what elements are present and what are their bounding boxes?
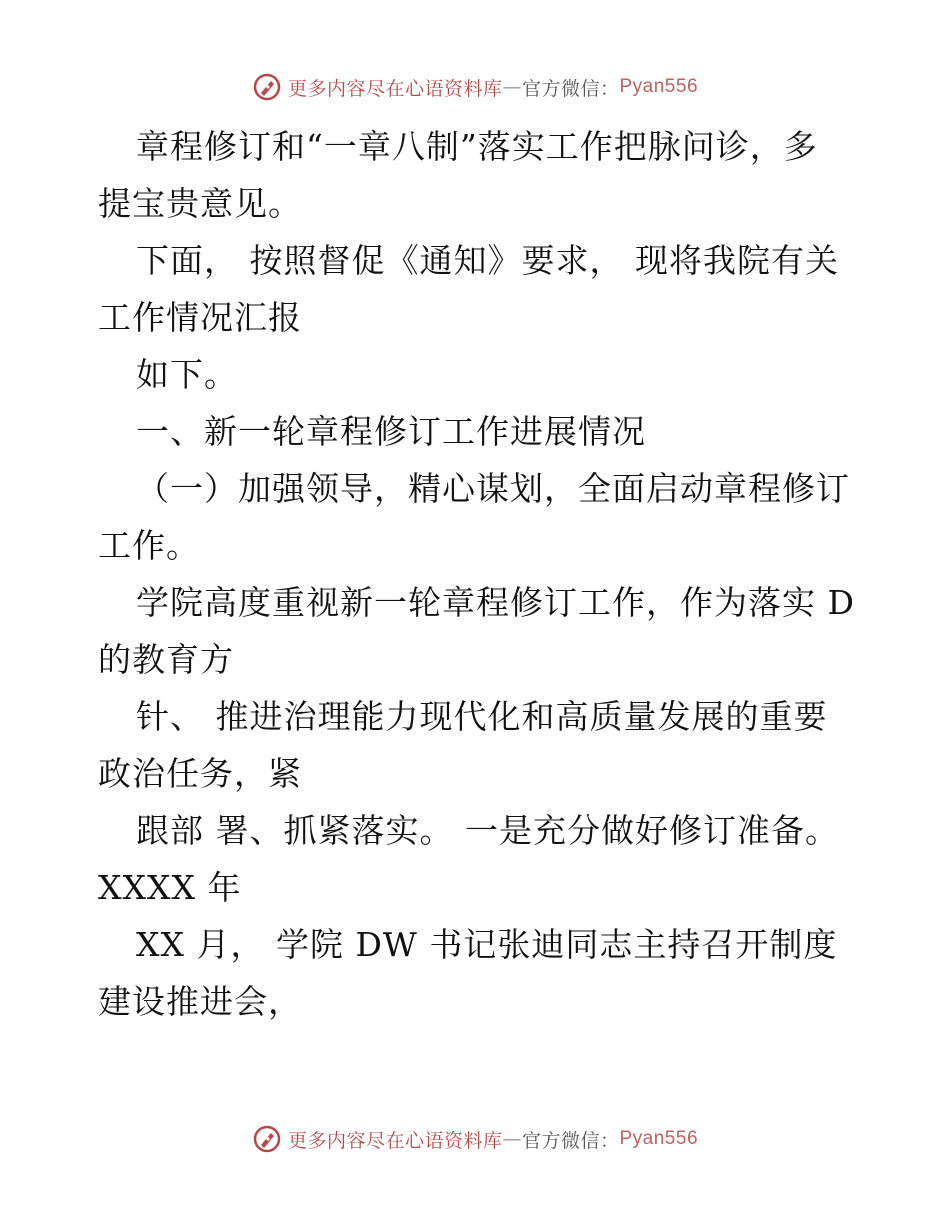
paragraph-line: XX 月， 学院 DW 书记张迪同志主持召开制度 <box>136 925 838 964</box>
watermark-label: 官方微信： <box>521 1129 620 1152</box>
watermark-wechat-id: Pyan556 <box>619 76 699 97</box>
watermark-label: 官方微信： <box>521 77 620 100</box>
watermark-wechat-id: Pyan556 <box>619 1128 699 1149</box>
paragraph-line: 的教育方 <box>98 640 234 679</box>
subsection-heading: 工作。 <box>98 526 200 565</box>
paragraph-line: 学院高度重视新一轮章程修订工作，作为落实 D <box>136 583 855 622</box>
subsection-heading: （一）加强领导，精心谋划，全面启动章程修订 <box>136 469 850 508</box>
watermark-separator: — <box>502 76 522 98</box>
paragraph-line: 下面， 按照督促《通知》要求， 现将我院有关 <box>136 241 839 280</box>
pen-nib-logo-icon <box>252 72 282 102</box>
section-heading: 一、新一轮章程修订工作进展情况 <box>136 412 646 451</box>
watermark-brand: 更多内容尽在心语资料库 <box>287 77 503 100</box>
paragraph-line: 如下。 <box>136 355 238 394</box>
paragraph-line: 章程修订和“一章八制”落实工作把脉问诊，多 <box>136 127 818 166</box>
watermark-footer <box>0 1124 950 1154</box>
paragraph-line: XXXX 年 <box>98 868 242 907</box>
watermark-header <box>0 72 950 102</box>
paragraph-line: 针、 推进治理能力现代化和高质量发展的重要 <box>136 697 828 736</box>
pen-nib-logo-icon <box>252 1124 282 1154</box>
paragraph-line: 政治任务，紧 <box>98 754 302 793</box>
paragraph-line: 跟部 署、抓紧落实。 一是充分做好修订准备。 <box>136 811 839 850</box>
paragraph-line: 工作情况汇报 <box>98 298 302 337</box>
paragraph-line: 建设推进会， <box>98 982 302 1021</box>
paragraph-line: 提宝贵意见。 <box>98 184 302 223</box>
document-body <box>98 118 858 1030</box>
watermark-separator: — <box>502 1128 522 1150</box>
watermark-brand: 更多内容尽在心语资料库 <box>287 1129 503 1152</box>
